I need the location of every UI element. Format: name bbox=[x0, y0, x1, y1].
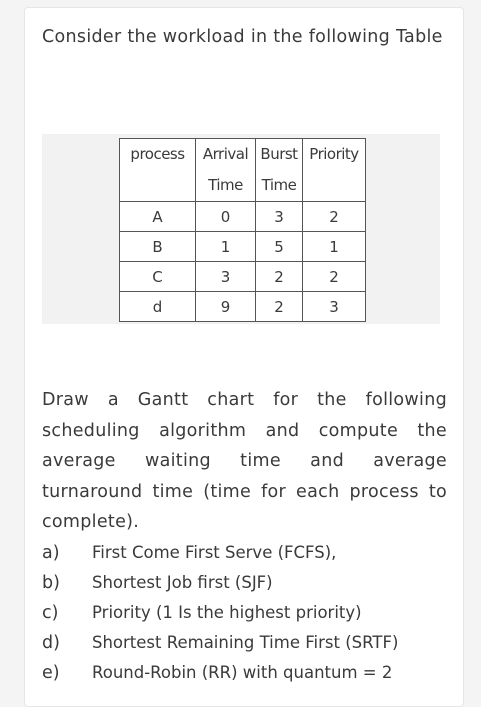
cell-priority: 1 bbox=[303, 232, 366, 262]
list-item bbox=[42, 658, 452, 688]
cell-arrival: 0 bbox=[196, 202, 256, 232]
cell-arrival: 3 bbox=[196, 262, 256, 292]
header-burst-time bbox=[256, 139, 303, 202]
list-item-text: Shortest Remaining Time First (SRTF) bbox=[92, 633, 399, 652]
table-row bbox=[120, 292, 366, 322]
header-priority bbox=[303, 139, 366, 202]
list-item-marker: d) bbox=[42, 633, 60, 653]
cell-process: d bbox=[120, 292, 196, 322]
list-item-text: Priority (1 Is the highest priority) bbox=[92, 603, 362, 622]
header-arrival-label: Arrival bbox=[202, 145, 249, 163]
header-arrival-time bbox=[196, 139, 256, 202]
workload-table bbox=[119, 138, 366, 322]
table-row bbox=[120, 262, 366, 292]
list-item-text: First Come First Serve (FCFS), bbox=[92, 543, 337, 562]
cell-process: A bbox=[120, 202, 196, 232]
cell-arrival: 9 bbox=[196, 292, 256, 322]
cell-priority: 2 bbox=[303, 202, 366, 232]
list-item-text: Round-Robin (RR) with quantum = 2 bbox=[92, 663, 393, 682]
table-row bbox=[120, 202, 366, 232]
cell-priority: 3 bbox=[303, 292, 366, 322]
cell-arrival: 1 bbox=[196, 232, 256, 262]
header-process bbox=[120, 139, 196, 202]
algorithm-list bbox=[42, 538, 452, 688]
cell-burst: 2 bbox=[256, 292, 303, 322]
list-item bbox=[42, 568, 452, 598]
list-item-marker: a) bbox=[42, 543, 60, 563]
list-item bbox=[42, 598, 452, 628]
list-item-marker: c) bbox=[42, 603, 59, 623]
header-burst-sub: Time bbox=[261, 176, 297, 194]
list-item-text: Shortest Job first (SJF) bbox=[92, 573, 273, 592]
cell-burst: 2 bbox=[256, 262, 303, 292]
table-header-row bbox=[120, 139, 366, 202]
header-arrival-sub: Time bbox=[208, 176, 243, 194]
header-process-label: process bbox=[130, 145, 185, 163]
list-item bbox=[42, 538, 452, 568]
list-item-marker: e) bbox=[42, 663, 60, 683]
list-item bbox=[42, 628, 452, 658]
list-item-marker: b) bbox=[42, 573, 60, 593]
header-burst-label: Burst bbox=[260, 145, 298, 163]
table-panel bbox=[42, 134, 440, 324]
instructions-text: Draw a Gantt chart for the following scheduling algorithm and compute the average waiting time and average turnaround time (time for each process to complete). bbox=[42, 390, 447, 532]
cell-process: C bbox=[120, 262, 196, 292]
header-priority-label: Priority bbox=[309, 145, 359, 163]
intro-text: Consider the workload in the following Table bbox=[42, 27, 443, 47]
cell-burst: 5 bbox=[256, 232, 303, 262]
cell-process: B bbox=[120, 232, 196, 262]
cell-burst: 3 bbox=[256, 202, 303, 232]
cell-priority: 2 bbox=[303, 262, 366, 292]
table-row bbox=[120, 232, 366, 262]
question-card bbox=[24, 7, 464, 707]
